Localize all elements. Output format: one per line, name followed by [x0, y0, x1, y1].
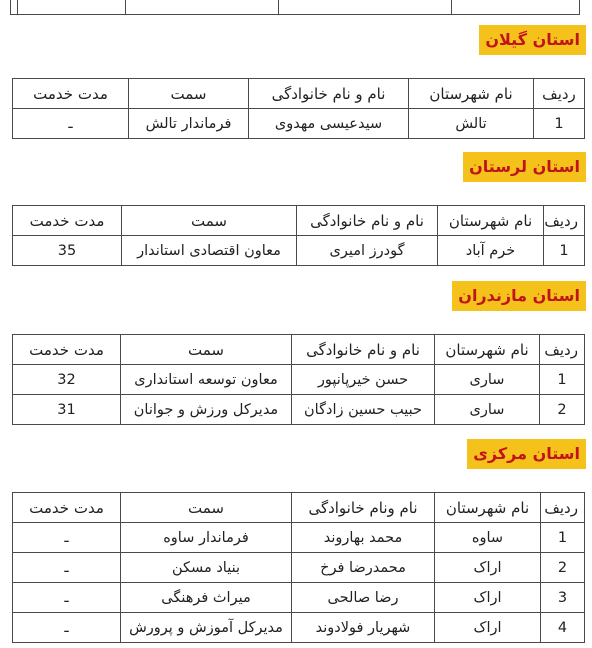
province-title-markazi: استان مرکزی	[467, 439, 586, 469]
cell-row-number: 1	[540, 365, 585, 395]
cell-city: اراک	[435, 613, 541, 643]
table-mazandaran	[12, 334, 585, 425]
header-row-number: ردیف	[534, 79, 585, 109]
cell-full-name: محمد بهاروند	[292, 523, 435, 553]
header-full-name: نام و نام خانوادگی	[292, 335, 435, 365]
table-lorestan	[12, 205, 585, 266]
table-row	[13, 395, 585, 425]
header-city: نام شهرستان	[409, 79, 534, 109]
header-position: سمت	[122, 206, 297, 236]
cell-full-name: حبیب حسین زادگان	[292, 395, 435, 425]
province-title-gilan: استان گیلان	[479, 25, 586, 55]
table-row	[13, 109, 585, 139]
cell-row-number: 2	[541, 553, 585, 583]
cell-row-number: 4	[541, 613, 585, 643]
header-service-duration: مدت خدمت	[13, 79, 129, 109]
table-header-row	[13, 79, 585, 109]
table-header-row	[13, 335, 585, 365]
province-title-lorestan: استان لرستان	[463, 152, 586, 182]
table-gilan	[12, 78, 585, 139]
header-city: نام شهرستان	[438, 206, 544, 236]
cell-service-duration: 31	[13, 395, 121, 425]
table-row	[13, 583, 585, 613]
cell-city: تالش	[409, 109, 534, 139]
cell-full-name: سیدعیسی مهدوی	[249, 109, 409, 139]
table-row	[13, 236, 585, 266]
header-service-duration: مدت خدمت	[13, 493, 121, 523]
cell-service-duration: ـ	[13, 613, 121, 643]
header-position: سمت	[121, 335, 292, 365]
cell-city: ساری	[435, 395, 540, 425]
cell-service-duration: ـ	[13, 109, 129, 139]
header-service-duration: مدت خدمت	[13, 335, 121, 365]
table-row	[13, 365, 585, 395]
header-row-number: ردیف	[540, 335, 585, 365]
header-row-number: ردیف	[544, 206, 585, 236]
cell-position: میراث فرهنگی	[121, 583, 292, 613]
cell-position: مدیرکل آموزش و پرورش	[121, 613, 292, 643]
header-full-name: نام ونام خانوادگی	[292, 493, 435, 523]
header-full-name: نام و نام خانوادگی	[297, 206, 438, 236]
cell-service-duration: ـ	[13, 553, 121, 583]
cell-row-number: 1	[541, 523, 585, 553]
cell-position: فرماندار ساوه	[121, 523, 292, 553]
table-markazi	[12, 492, 585, 643]
header-row-number: ردیف	[541, 493, 585, 523]
province-title-mazandaran: استان مازندران	[452, 281, 586, 311]
cell-position: مدیرکل ورزش و جوانان	[121, 395, 292, 425]
cell-city: ساوه	[435, 523, 541, 553]
table-row	[13, 553, 585, 583]
header-position: سمت	[129, 79, 249, 109]
cell-position: بنیاد مسکن	[121, 553, 292, 583]
cell-position: معاون اقتصادی استاندار	[122, 236, 297, 266]
cell-city: اراک	[435, 583, 541, 613]
table-header-row	[13, 493, 585, 523]
cell-service-duration: ـ	[13, 583, 121, 613]
cell-position: فرماندار تالش	[129, 109, 249, 139]
header-city: نام شهرستان	[435, 335, 540, 365]
cell-service-duration: ـ	[13, 523, 121, 553]
header-city: نام شهرستان	[435, 493, 541, 523]
table-row	[13, 523, 585, 553]
cell-full-name: محمدرضا فرخ	[292, 553, 435, 583]
header-position: سمت	[121, 493, 292, 523]
cell-city: اراک	[435, 553, 541, 583]
header-service-duration: مدت خدمت	[13, 206, 122, 236]
cell-full-name: رضا صالحی	[292, 583, 435, 613]
table-row	[13, 613, 585, 643]
header-full-name: نام و نام خانوادگی	[249, 79, 409, 109]
previous-table-fragment	[10, 0, 580, 15]
cell-row-number: 2	[540, 395, 585, 425]
cell-full-name: شهریار فولادوند	[292, 613, 435, 643]
cell-service-duration: 32	[13, 365, 121, 395]
cell-service-duration: 35	[13, 236, 122, 266]
cell-city: خرم آباد	[438, 236, 544, 266]
cell-row-number: 1	[544, 236, 585, 266]
table-header-row	[13, 206, 585, 236]
cell-city: ساری	[435, 365, 540, 395]
cell-position: معاون توسعه استانداری	[121, 365, 292, 395]
cell-row-number: 1	[534, 109, 585, 139]
cell-row-number: 3	[541, 583, 585, 613]
cell-full-name: حسن خیرپانپور	[292, 365, 435, 395]
cell-full-name: گودرز امیری	[297, 236, 438, 266]
